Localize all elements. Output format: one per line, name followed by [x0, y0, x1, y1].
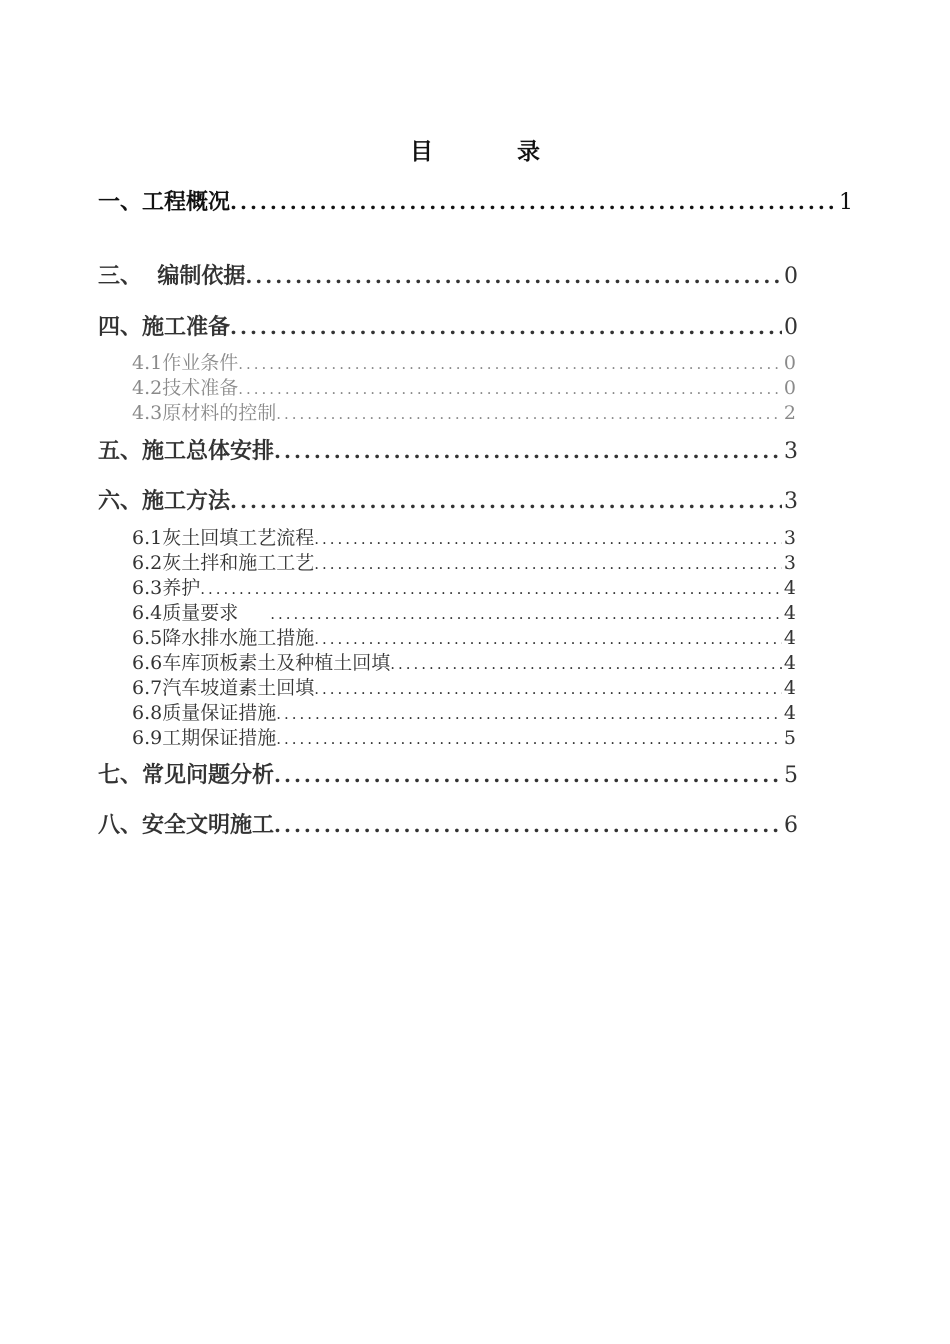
toc-entry-label: 6.9工期保证措施 — [132, 727, 277, 749]
toc-leader-dots — [274, 813, 782, 837]
toc-entry[interactable] — [132, 548, 796, 575]
toc-page-number: 4 — [783, 652, 796, 674]
toc-entry[interactable] — [98, 484, 798, 515]
toc-leader-dots — [238, 355, 782, 373]
toc-entry-label: 七、常见问题分析 — [98, 763, 275, 788]
toc-leader-dots — [238, 380, 782, 398]
toc-page-number: 4 — [783, 702, 796, 724]
toc-leader-dots — [200, 580, 782, 598]
toc-entry[interactable] — [132, 723, 796, 750]
toc-entry[interactable] — [98, 758, 798, 789]
toc-page-number: 5 — [784, 763, 798, 788]
toc-page-number: 0 — [784, 315, 798, 340]
toc-leader-dots — [276, 730, 782, 748]
toc-entry-label: 4.1作业条件 — [132, 352, 239, 374]
toc-page-number: 1 — [839, 190, 853, 215]
toc-entry[interactable] — [132, 348, 796, 375]
toc-entry-label: 6.2灰土拌和施工工艺 — [132, 552, 315, 574]
toc-leader-dots — [245, 264, 782, 288]
toc-entry[interactable] — [132, 648, 796, 675]
toc-leader-dots — [230, 315, 782, 339]
toc-entry-label: 四、施工准备 — [98, 315, 231, 340]
toc-page-number: 5 — [783, 727, 796, 749]
toc-leader-dots — [230, 190, 837, 214]
toc-entry[interactable] — [132, 523, 796, 550]
toc-leader-dots — [314, 530, 782, 548]
toc-entry-label: 6.4质量要求 — [132, 602, 239, 624]
toc-entry[interactable] — [98, 185, 853, 216]
toc-entry[interactable] — [132, 623, 796, 650]
toc-leader-dots — [274, 439, 782, 463]
toc-entry-label: 一、工程概况 — [98, 190, 231, 215]
toc-entry-label: 4.3原材料的控制 — [132, 402, 277, 424]
toc-leader-dots — [390, 655, 782, 673]
toc-entry[interactable] — [98, 310, 798, 341]
toc-entry-label: 6.5降水排水施工措施 — [132, 627, 315, 649]
toc-leader-dots — [314, 680, 782, 698]
toc-leader-dots — [276, 705, 782, 723]
toc-entry[interactable] — [98, 808, 798, 839]
toc-entry[interactable] — [132, 398, 796, 425]
toc-entry-label: 6.1灰土回填工艺流程 — [132, 527, 315, 549]
toc-page-number: 3 — [783, 527, 796, 549]
toc-entry-label: 三、 编制依据 — [98, 264, 246, 289]
toc-page-number: 4 — [783, 677, 796, 699]
toc-page-number: 2 — [783, 402, 796, 424]
toc-entry-label: 6.7汽车坡道素土回填 — [132, 677, 315, 699]
toc-page-number: 4 — [783, 602, 796, 624]
toc-entry[interactable] — [132, 698, 796, 725]
toc-page-number: 3 — [783, 552, 796, 574]
toc-entry[interactable] — [132, 373, 796, 400]
toc-leader-dots — [270, 605, 782, 623]
toc-entry[interactable] — [132, 673, 796, 700]
toc-entry[interactable] — [98, 259, 798, 290]
toc-entry-label: 4.2技术准备 — [132, 377, 239, 399]
toc-page-number: 0 — [783, 352, 796, 374]
toc-leader-dots — [230, 489, 782, 513]
toc-page-number: 0 — [784, 264, 798, 289]
toc-entry-label: 6.6车库顶板素土及种植土回填 — [132, 652, 391, 674]
toc-page-number: 6 — [784, 813, 798, 838]
toc-leader-dots — [276, 405, 782, 423]
toc-page-number: 0 — [783, 377, 796, 399]
toc-leader-dots — [314, 555, 782, 573]
toc-leader-dots — [314, 630, 782, 648]
toc-leader-dots — [274, 763, 782, 787]
toc-entry-label: 八、安全文明施工 — [98, 813, 275, 838]
toc-entry[interactable] — [132, 573, 796, 600]
toc-entry-label: 五、施工总体安排 — [98, 439, 275, 464]
toc-entry-label: 6.3养护 — [132, 577, 201, 599]
toc-entry-label: 六、施工方法 — [98, 489, 231, 514]
toc-page-number: 3 — [784, 489, 798, 514]
toc-title: 目 录 — [409, 139, 578, 165]
toc-page-number: 3 — [784, 439, 798, 464]
toc-entry[interactable] — [98, 434, 798, 465]
toc-entry-label: 6.8质量保证措施 — [132, 702, 277, 724]
toc-page-number: 4 — [783, 627, 796, 649]
toc-entry[interactable] — [132, 598, 796, 625]
toc-page-number: 4 — [783, 577, 796, 599]
